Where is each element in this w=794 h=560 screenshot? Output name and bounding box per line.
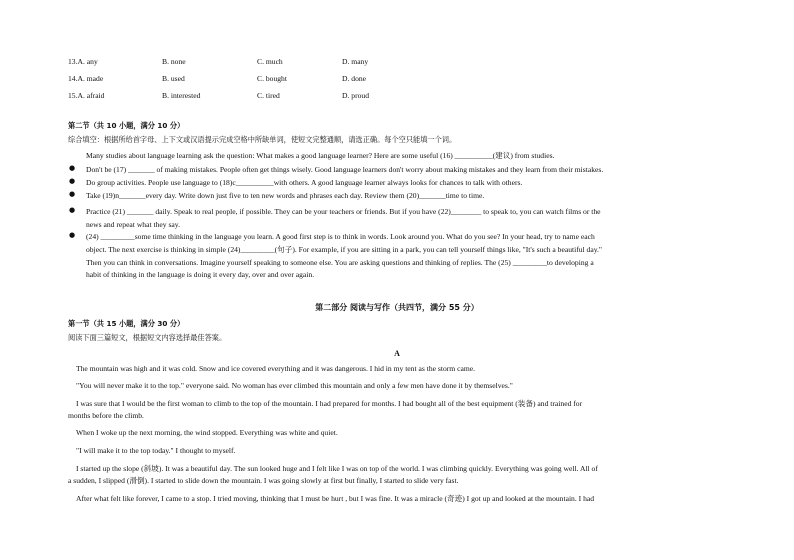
option-14-b: B. used <box>162 74 185 83</box>
passage-line-6: "I will make it to the top today." I thought to myself. <box>76 446 236 455</box>
option-15-a: 15.A. afraid <box>68 91 105 100</box>
part2-title: 第二部分 阅读与写作（共四节，满分 55 分） <box>315 303 479 312</box>
section2-heading: 第二节（共 10 小题，满分 10 分） <box>68 121 185 130</box>
passage-line-4: months before the climb. <box>68 411 144 420</box>
passage-label: A <box>394 349 400 358</box>
option-13-d: D. many <box>342 57 369 66</box>
bullet-dot-4: ● <box>69 206 76 214</box>
passage-line-5: When I woke up the next morning, the wind stopped. Everything was white and quiet. <box>76 428 338 437</box>
passage-line-9: After what felt like forever, I came to a stop. I tried moving, thinking that I must be hurt , but I was fine. It was a miracle (奇迹) I got up and looked at the mountain. I had <box>76 494 595 503</box>
passage-line-1: The mountain was high and it was cold. Snow and ice covered everything and it was dangerous. I hid in my tent as the storm came. <box>76 364 475 373</box>
bullet-4: Practice (21) _______ daily. Speak to real people, if possible. They can be your teachers or friends. But if you have (22)________ to speak to, you can watch films or the <box>86 207 601 216</box>
option-13-a: 13.A. any <box>68 57 98 66</box>
option-13-c: C. much <box>257 57 283 66</box>
option-14-a: 14.A. made <box>68 74 104 83</box>
passage-line-8: a sudden, I slipped (滑倒). I started to slide down the mountain. I was going slowly at first but finally, I started to slide very fast. <box>68 476 459 485</box>
passage-line-2: "You will never make it to the top." everyone said. No woman has ever climbed this mountain and only a few men have done it by themselves." <box>76 381 513 390</box>
bullet-dot-3: ● <box>69 190 76 198</box>
option-15-d: D. proud <box>342 91 369 100</box>
option-14-c: C. bought <box>257 74 287 83</box>
bullet-dot-5: ● <box>69 231 76 239</box>
bullet-dot-2: ● <box>69 177 76 185</box>
bullet-4-cont: news and repeat what they say. <box>86 220 180 229</box>
bullet-5-cont-3: habit of thinking in the language is doing it every day, over and over again. <box>86 270 315 279</box>
option-15-c: C. tired <box>257 91 280 100</box>
bullet-5-cont-1: object. The next exercise is thinking in simple (24)_________(句子). For example, if you are sitting in a park, you can tell yourself things like, "It's such a beautiful day." <box>86 245 603 254</box>
option-14-d: D. done <box>342 74 367 83</box>
passage-line-7: I started up the slope (斜坡). It was a beautiful day. The sun looked huge and I felt like I was on top of the world. I was climbing quickly. Everything was going well. All of <box>76 464 598 473</box>
passage-line-3: I was sure that I would be the first woman to climb to the top of the mountain. I had prepared for months. I had bought all of the best equipment (装备) and trained for <box>76 399 583 408</box>
section2-instruction: 综合填空：根据所给首字母、上下文或汉语提示完成空格中所缺单词，使短文完整通顺，请选正确。每个空只能填一个词。 <box>68 135 457 144</box>
bullet-5-cont-2: Then you can think in conversations. Imagine yourself speaking to someone else. You are asking questions and thinking of replies. The (25) _________to developing a <box>86 258 594 267</box>
section2-intro: Many studies about language learning ask the question: What makes a good language learner? Here are some useful (16) __________(建议) from studies. <box>86 151 555 160</box>
option-13-b: B. none <box>162 57 186 66</box>
bullet-2: Do group activities. People use language to (18)c__________with others. A good language learner always looks for chances to talk with others. <box>86 178 523 187</box>
part2-instruction: 阅读下面三篇短文，根据短文内容选择最佳答案。 <box>68 333 227 342</box>
bullet-3: Take (19)n_______every day. Write down just five to ten new words and phrases each day. Review them (20)_______time to time. <box>86 191 485 200</box>
bullet-1: Don't be (17) _______ of making mistakes. People often get things wisely. Good language learners don't worry about making mistakes and they learn from their mistakes. <box>86 165 604 174</box>
option-15-b: B. interested <box>162 91 201 100</box>
bullet-dot-1: ● <box>69 164 76 172</box>
part2-heading: 第一节（共 15 小题，满分 30 分） <box>68 319 185 328</box>
bullet-5: (24) _________some time thinking in the language you learn. A good first step is to think in words. Look around you. What do you see? In your head, try to name each <box>86 232 595 241</box>
